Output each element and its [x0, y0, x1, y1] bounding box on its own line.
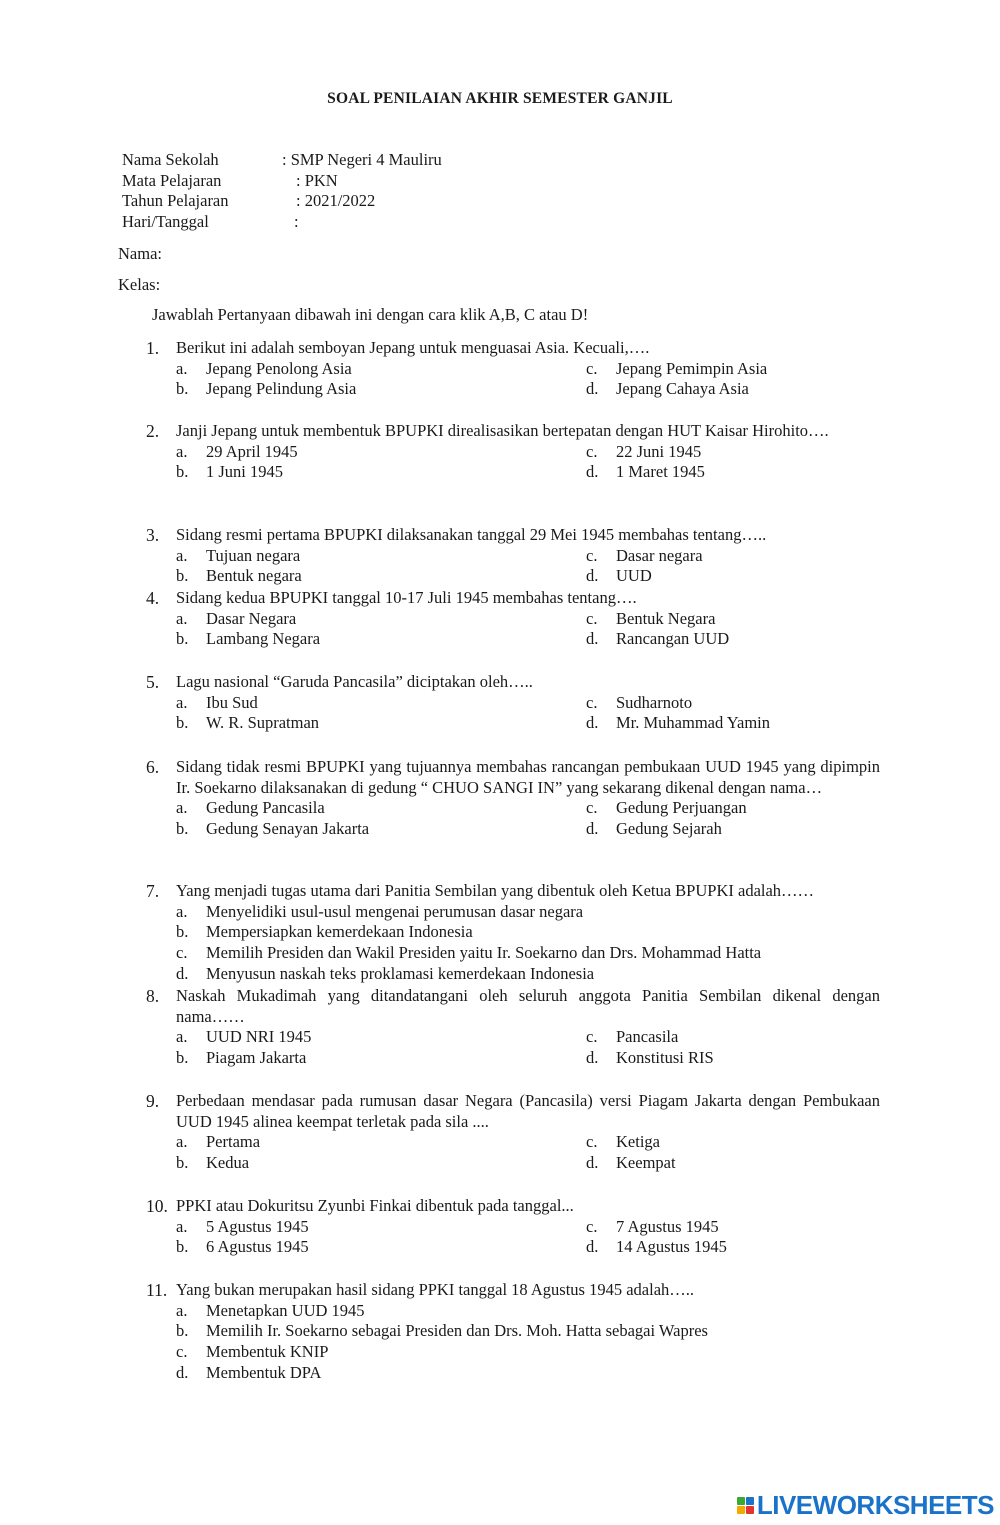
info-value: : SMP Negeri 4 Mauliru: [282, 150, 442, 169]
question-text: Perbedaan mendasar pada rumusan dasar Negara (Pancasila) versi Piagam Jakarta dengan Pembukaan UUD 1945 alinea keempat terletak pada sila ....: [176, 1091, 880, 1131]
option-text: 14 Agustus 1945: [616, 1237, 727, 1257]
question-number: 11.: [146, 1280, 168, 1300]
option-text: Gedung Sejarah: [616, 819, 722, 839]
option-letter: b.: [176, 819, 189, 839]
answer-option-a[interactable]: [176, 902, 880, 923]
question-4: [146, 588, 880, 650]
option-text: Memilih Presiden dan Wakil Presiden yaitu Ir. Soekarno dan Drs. Mohammad Hatta: [206, 943, 762, 963]
student-class-label: Kelas:: [118, 275, 161, 294]
answer-option-d[interactable]: [586, 1048, 880, 1069]
option-letter: a.: [176, 608, 188, 628]
option-text: Pancasila: [616, 1027, 679, 1047]
info-label: Tahun Pelajaran: [122, 191, 229, 211]
option-letter: d.: [586, 629, 599, 649]
school-info: [122, 150, 442, 233]
question-text: PPKI atau Dokuritsu Zyunbi Finkai dibentuk pada tanggal...: [176, 1196, 574, 1215]
option-letter: a.: [176, 1300, 188, 1320]
answer-option-b[interactable]: [176, 819, 586, 840]
option-text: Jepang Cahaya Asia: [616, 379, 749, 399]
option-letter: a.: [176, 692, 188, 712]
question-text: Lagu nasional “Garuda Pancasila” diciptakan oleh…..: [176, 672, 533, 691]
option-letter: d.: [586, 566, 599, 586]
option-letter: d.: [586, 1048, 599, 1068]
option-text: Jepang Penolong Asia: [206, 358, 352, 378]
answer-option-a[interactable]: [176, 693, 586, 714]
question-number: 1.: [146, 338, 160, 358]
option-letter: d.: [586, 1237, 599, 1257]
option-letter: d.: [586, 379, 599, 399]
question-9: [146, 1091, 880, 1174]
option-text: 6 Agustus 1945: [206, 1237, 309, 1257]
option-letter: b.: [176, 713, 189, 733]
answer-option-c[interactable]: [586, 1217, 880, 1238]
option-letter: d.: [176, 1362, 189, 1382]
answer-option-d[interactable]: [586, 1237, 880, 1258]
answer-option-d[interactable]: [586, 629, 880, 650]
option-text: 5 Agustus 1945: [206, 1216, 309, 1236]
option-text: Tujuan negara: [206, 545, 301, 565]
option-text: Gedung Perjuangan: [616, 798, 747, 818]
answer-option-b[interactable]: [176, 629, 586, 650]
option-text: UUD NRI 1945: [206, 1027, 312, 1047]
option-letter: b.: [176, 922, 189, 942]
info-value: : PKN: [296, 170, 338, 190]
option-text: 22 Juni 1945: [616, 441, 702, 461]
answer-option-b[interactable]: [176, 713, 586, 734]
option-text: Pertama: [206, 1132, 261, 1152]
answer-option-b[interactable]: [176, 1153, 586, 1174]
option-text: Jepang Pelindung Asia: [206, 379, 357, 399]
answer-option-c[interactable]: [586, 1132, 880, 1153]
option-letter: a.: [176, 545, 188, 565]
question-text: Janji Jepang untuk membentuk BPUPKI direalisasikan bertepatan dengan HUT Kaisar Hirohito….: [176, 421, 829, 440]
question-number: 2.: [146, 421, 160, 441]
liveworksheets-logo[interactable]: [737, 1490, 994, 1521]
answer-option-a[interactable]: [176, 1132, 586, 1153]
option-text: Menetapkan UUD 1945: [206, 1300, 365, 1320]
question-text: Berikut ini adalah semboyan Jepang untuk menguasai Asia. Kecuali,….: [176, 338, 650, 357]
question-number: 6.: [146, 757, 160, 777]
question-5: [146, 672, 880, 734]
answer-option-a[interactable]: [176, 359, 586, 380]
option-letter: a.: [176, 901, 188, 921]
answer-option-d[interactable]: [586, 713, 880, 734]
option-text: Ibu Sud: [206, 692, 258, 712]
info-label: Nama Sekolah: [122, 150, 219, 169]
option-letter: c.: [586, 608, 598, 628]
answer-option-b[interactable]: [176, 566, 586, 587]
option-text: W. R. Supratman: [206, 713, 320, 733]
answer-option-d[interactable]: [586, 819, 880, 840]
option-letter: a.: [176, 798, 188, 818]
answer-option-d[interactable]: [586, 1153, 880, 1174]
option-letter: b.: [176, 566, 189, 586]
answer-option-b[interactable]: [176, 1237, 586, 1258]
option-text: Menyelidiki usul-usul mengenai perumusan dasar negara: [206, 901, 584, 921]
answer-option-c[interactable]: [586, 546, 880, 567]
option-letter: a.: [176, 441, 188, 461]
info-value: : 2021/2022: [296, 191, 376, 211]
option-letter: b.: [176, 1321, 189, 1341]
question-number: 5.: [146, 672, 160, 692]
answer-option-d[interactable]: [586, 462, 880, 483]
option-letter: c.: [586, 441, 598, 461]
option-letter: d.: [176, 963, 189, 983]
answer-option-b[interactable]: [176, 1048, 586, 1069]
option-text: Piagam Jakarta: [206, 1048, 307, 1068]
option-text: UUD: [616, 566, 652, 586]
question-number: 9.: [146, 1091, 160, 1111]
option-letter: d.: [586, 819, 599, 839]
question-number: 8.: [146, 986, 160, 1006]
answer-option-a[interactable]: [176, 546, 586, 567]
option-letter: b.: [176, 379, 189, 399]
option-letter: d.: [586, 1153, 599, 1173]
answer-option-b[interactable]: [176, 379, 586, 400]
option-letter: d.: [586, 462, 599, 482]
question-text: Yang bukan merupakan hasil sidang PPKI tanggal 18 Agustus 1945 adalah…..: [176, 1280, 695, 1299]
info-label: Hari/Tanggal: [122, 212, 209, 232]
logo-text: LIVEWORKSHEETS: [756, 1490, 994, 1520]
option-letter: c.: [176, 943, 188, 963]
option-text: Membentuk KNIP: [206, 1342, 329, 1362]
question-text: Yang menjadi tugas utama dari Panitia Sembilan yang dibentuk oleh Ketua BPUPKI adalah……: [176, 881, 815, 900]
info-row-school: [122, 150, 442, 171]
answer-option-a[interactable]: [176, 442, 586, 463]
option-letter: b.: [176, 629, 189, 649]
option-letter: b.: [176, 1153, 189, 1173]
question-number: 10.: [146, 1196, 168, 1216]
answer-option-c[interactable]: [586, 693, 880, 714]
option-text: Membentuk DPA: [206, 1362, 322, 1382]
option-letter: c.: [586, 358, 598, 378]
option-letter: c.: [586, 1132, 598, 1152]
option-text: Gedung Senayan Jakarta: [206, 819, 370, 839]
student-name-label: Nama:: [118, 244, 162, 263]
question-7: [146, 881, 880, 985]
answer-option-a[interactable]: [176, 798, 586, 819]
info-row-year: [122, 191, 376, 212]
option-text: Rancangan UUD: [616, 629, 730, 649]
instructions: Jawablah Pertanyaan dibawah ini dengan cara klik A,B, C atau D!: [152, 305, 589, 324]
info-label: Mata Pelajaran: [122, 170, 222, 190]
option-letter: a.: [176, 1027, 188, 1047]
option-letter: c.: [586, 545, 598, 565]
answer-option-d[interactable]: [176, 964, 880, 985]
info-row-date: [122, 212, 299, 233]
answer-option-c[interactable]: [586, 798, 880, 819]
option-text: Gedung Pancasila: [206, 798, 325, 818]
question-1: [146, 338, 880, 400]
answer-option-c[interactable]: [176, 1342, 880, 1363]
option-text: Bentuk negara: [206, 566, 302, 586]
question-2: [146, 421, 880, 483]
option-text: Konstitusi RIS: [616, 1048, 714, 1068]
option-letter: c.: [586, 692, 598, 712]
answer-option-d[interactable]: [586, 566, 880, 587]
option-letter: c.: [176, 1342, 188, 1362]
question-8: [146, 986, 880, 1069]
answer-option-a[interactable]: [176, 1301, 880, 1322]
answer-option-a[interactable]: [176, 609, 586, 630]
option-text: Bentuk Negara: [616, 608, 716, 628]
option-text: Memilih Ir. Soekarno sebagai Presiden dan Drs. Moh. Hatta sebagai Wapres: [206, 1321, 708, 1341]
option-letter: a.: [176, 1132, 188, 1152]
option-text: 1 Maret 1945: [616, 462, 705, 482]
answer-option-c[interactable]: [176, 943, 880, 964]
option-text: Keempat: [616, 1153, 676, 1173]
option-text: Lambang Negara: [206, 629, 321, 649]
question-number: 3.: [146, 525, 160, 545]
liveworksheets-logo-icon: [737, 1497, 754, 1514]
answer-option-b[interactable]: [176, 462, 586, 483]
info-value: :: [294, 212, 299, 232]
question-3: [146, 525, 880, 587]
option-letter: a.: [176, 1216, 188, 1236]
option-letter: b.: [176, 1237, 189, 1257]
option-letter: b.: [176, 1048, 189, 1068]
page-title: SOAL PENILAIAN AKHIR SEMESTER GANJIL: [327, 90, 673, 107]
answer-option-b[interactable]: [176, 1321, 880, 1342]
option-text: 7 Agustus 1945: [616, 1216, 719, 1236]
option-letter: c.: [586, 1027, 598, 1047]
option-text: 1 Juni 1945: [206, 462, 284, 482]
option-letter: c.: [586, 1216, 598, 1236]
option-text: Ketiga: [616, 1132, 660, 1152]
option-text: Jepang Pemimpin Asia: [616, 358, 768, 378]
answer-option-d[interactable]: [586, 379, 880, 400]
option-text: Mempersiapkan kemerdekaan Indonesia: [206, 922, 473, 942]
answer-option-c[interactable]: [586, 609, 880, 630]
option-text: Kedua: [206, 1153, 250, 1173]
option-text: Sudharnoto: [616, 692, 693, 712]
answer-option-c[interactable]: [586, 359, 880, 380]
question-text: Naskah Mukadimah yang ditandatangani oleh seluruh anggota Panitia Sembilan dikenal dengan nama……: [176, 986, 880, 1026]
option-text: Menyusun naskah teks proklamasi kemerdekaan Indonesia: [206, 963, 595, 983]
question-number: 7.: [146, 881, 160, 901]
answer-option-c[interactable]: [586, 442, 880, 463]
answer-option-a[interactable]: [176, 1027, 586, 1048]
answer-option-b[interactable]: [176, 922, 880, 943]
answer-option-a[interactable]: [176, 1217, 586, 1238]
option-letter: c.: [586, 798, 598, 818]
option-text: Mr. Muhammad Yamin: [616, 713, 771, 733]
option-letter: a.: [176, 358, 188, 378]
answer-option-d[interactable]: [176, 1363, 880, 1384]
question-6: [146, 757, 880, 840]
question-11: [146, 1280, 880, 1384]
question-text: Sidang kedua BPUPKI tanggal 10-17 Juli 1945 membahas tentang….: [176, 588, 637, 607]
question-text: Sidang tidak resmi BPUPKI yang tujuannya membahas rancangan pembukaan UUD 1945 yang dipimpin Ir. Soekarno dilaksanakan di gedung “ CHUO SANGI IN” yang sekarang dikenal dengan nama…: [176, 757, 880, 797]
question-10: [146, 1196, 880, 1258]
option-text: 29 April 1945: [206, 441, 298, 461]
question-number: 4.: [146, 588, 160, 608]
option-text: Dasar Negara: [206, 608, 297, 628]
option-letter: d.: [586, 713, 599, 733]
option-letter: b.: [176, 462, 189, 482]
answer-option-c[interactable]: [586, 1027, 880, 1048]
info-row-subject: [122, 170, 338, 192]
option-text: Dasar negara: [616, 545, 703, 565]
question-text: Sidang resmi pertama BPUPKI dilaksanakan tanggal 29 Mei 1945 membahas tentang…..: [176, 525, 767, 544]
